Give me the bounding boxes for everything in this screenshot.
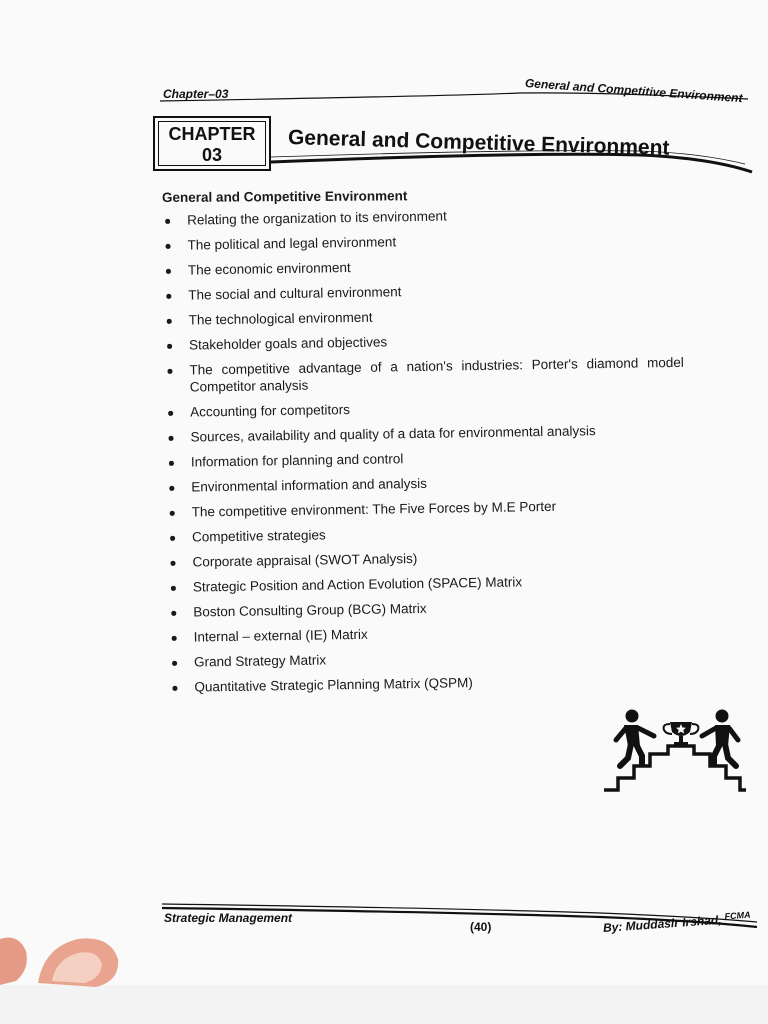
list-item: Corporate appraisal (SWOT Analysis) xyxy=(165,545,765,571)
list-item: Accounting for competitors xyxy=(163,395,763,421)
list-item: The political and legal environment xyxy=(160,228,760,254)
finger-photo-artifact xyxy=(0,925,130,995)
list-item: Information for planning and control xyxy=(164,445,764,471)
list-item-subline: Competitor analysis xyxy=(189,377,309,395)
topic-list xyxy=(160,203,768,704)
footer-author-name: By: Muddasir Irshad, xyxy=(602,912,726,935)
running-header-title: General and Competitive Environment xyxy=(524,76,744,106)
list-item: Competitive strategies xyxy=(165,520,765,546)
list-item: Relating the organization to its environment xyxy=(160,203,760,229)
footer-author-suffix: FCMA xyxy=(724,909,751,922)
list-item: The competitive environment: The Five Forces by M.E Porter xyxy=(165,495,765,521)
list-item: The social and cultural environment xyxy=(161,278,761,304)
list-item: Stakeholder goals and objectives xyxy=(162,328,762,354)
list-item xyxy=(162,353,762,396)
page-number: (40) xyxy=(470,920,492,934)
header-rule xyxy=(0,0,768,200)
chapter-box xyxy=(153,116,271,171)
list-item: Grand Strategy Matrix xyxy=(167,645,767,671)
list-item: The economic environment xyxy=(161,253,761,279)
list-item: Boston Consulting Group (BCG) Matrix xyxy=(166,595,766,621)
footer-author xyxy=(602,910,751,935)
list-item-text: The competitive advantage of a nation's industries: Porter's diamond model xyxy=(189,354,684,378)
list-item: Strategic Position and Action Evolution (SPACE) Matrix xyxy=(166,570,766,596)
running-header-chapter: Chapter–03 xyxy=(163,87,229,101)
chapter-box-inner xyxy=(158,121,266,166)
list-item: Environmental information and analysis xyxy=(164,470,764,496)
chapter-label: CHAPTER xyxy=(168,124,256,144)
list-item: Quantitative Strategic Planning Matrix (QSPM) xyxy=(167,670,767,696)
list-item: The technological environment xyxy=(162,303,762,329)
chapter-number: 03 xyxy=(201,145,223,165)
chapter-title: General and Competitive Environment xyxy=(287,126,670,160)
climbing-stairs-to-trophy-icon xyxy=(598,706,750,796)
list-item: Internal – external (IE) Matrix xyxy=(167,620,767,646)
list-item: Sources, availability and quality of a data for environmental analysis xyxy=(163,420,763,446)
footer-book-title: Strategic Management xyxy=(164,911,293,925)
section-heading: General and Competitive Environment xyxy=(161,188,408,205)
